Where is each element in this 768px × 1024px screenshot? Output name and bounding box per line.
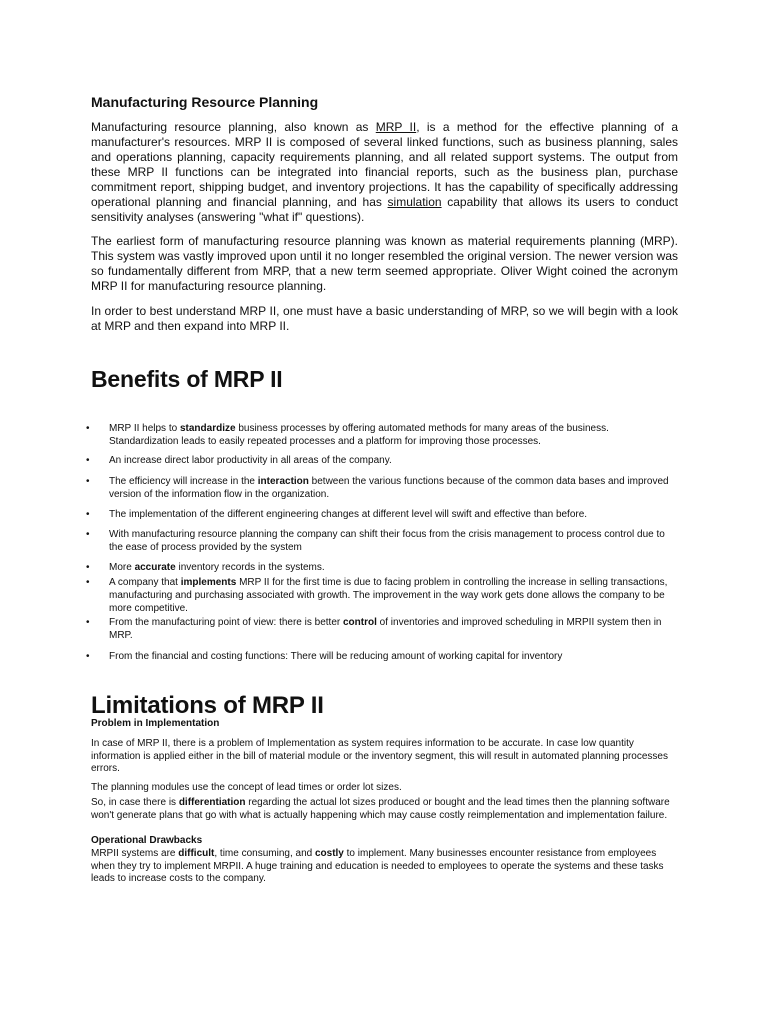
simulation-link[interactable]: simulation xyxy=(387,195,442,209)
drawbacks-subheading: Operational Drawbacks xyxy=(91,835,203,846)
limitations-paragraph-4: MRPII systems are difficult, time consuming, and costly to implement. Many businesses encounter resistance from employees when they try to implement MRPII. A huge training and education is needed to employees to operate the systems and these tasks leads to increase costs to the company. xyxy=(91,848,664,884)
intro-paragraph-2: The earliest form of manufacturing resource planning was known as material requirements planning (MRP). This system was vastly improved upon until it no longer resembled the original version. The newer version was so fundamentally different from MRP, that a new term seemed appropriate. Oliver Wight coined the acronym MRP II for manufacturing resource planning. xyxy=(91,234,678,293)
benefits-title: Benefits of MRP II xyxy=(91,366,283,392)
intro-p1-text-c: capability that allows its users to conduct sensitivity analyses (answering "what if" questions). xyxy=(91,195,679,224)
limitations-title: Limitations of MRP II xyxy=(91,692,324,719)
intro-p1-text-a: Manufacturing resource planning, also known as xyxy=(91,120,376,134)
intro-p1-text-b: , is a method for the effective planning of a manufacturer's resources. MRP II is composed of several linked functions, such as business planning, sales and operations planning, capacity requirements planning, and all related support systems. The output from these MRP II functions can be integrated into financial reports, such as the business plan, purchase commitment report, shipping budget, and inventory projections. It has the capability of specifically addressing operational planning and financial planning, and has xyxy=(91,120,679,209)
problem-subheading: Problem in Implementation xyxy=(91,718,220,729)
limitations-paragraph-3: So, in case there is differentiation regarding the actual lot sizes produced or bought and the lead times then the planning software won't generate plans that go with what is actually happening which may cause costly reimplementation and implementation failure. xyxy=(91,797,670,821)
limitations-paragraph-1: In case of MRP II, there is a problem of Implementation as system requires information to be accurate. In case low quantity information is applied either in the bill of material module or the inventory segment, this will result in automated planning processes errors. xyxy=(91,738,668,774)
intro-heading: Manufacturing Resource Planning xyxy=(91,94,319,110)
intro-paragraph-1 xyxy=(91,120,678,225)
mrp-ii-link[interactable]: MRP II xyxy=(375,120,417,134)
intro-paragraph-3: In order to best understand MRP II, one must have a basic understanding of MRP, so we will begin with a look at MRP and then expand into MRP II. xyxy=(91,304,678,333)
limitations-paragraph-2: The planning modules use the concept of lead times or order lot sizes. xyxy=(91,782,402,793)
